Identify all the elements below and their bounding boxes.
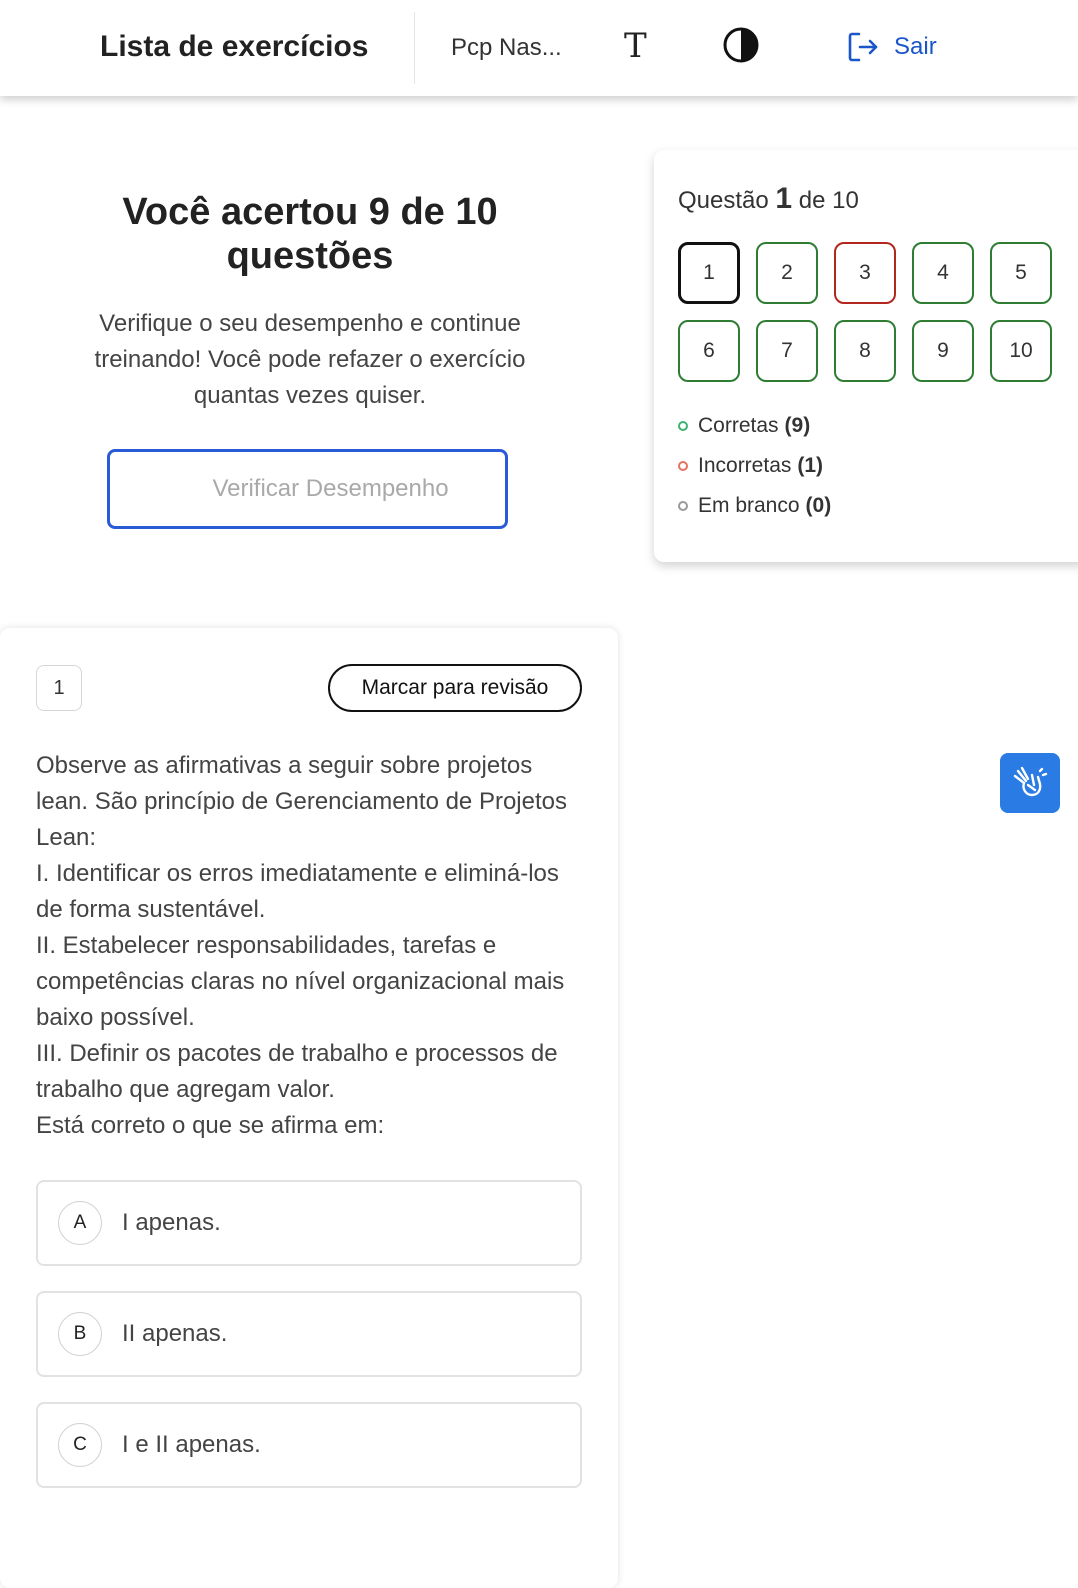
question-button-4[interactable]: 4 (912, 242, 974, 304)
course-name[interactable]: Pcp Nas... (451, 34, 562, 61)
option-text: II apenas. (122, 1320, 228, 1347)
question-text-line: Observe as afirmativas a seguir sobre projetos lean. São princípio de Gerenciamento de Projetos Lean: (36, 752, 567, 851)
question-button-10[interactable]: 10 (990, 320, 1052, 382)
question-button-1[interactable]: 1 (678, 242, 740, 304)
mark-for-review-button[interactable]: Marcar para revisão (328, 664, 582, 712)
verify-performance-button[interactable]: Verificar Desempenho (107, 449, 508, 529)
question-text (36, 748, 576, 1144)
legend-correct-count: (9) (784, 414, 811, 437)
exit-button[interactable] (846, 30, 937, 64)
legend-blank-label: Em branco (698, 494, 800, 517)
answer-option-a[interactable] (36, 1180, 582, 1266)
top-bar (0, 0, 1078, 96)
sign-language-button[interactable] (1000, 753, 1060, 813)
sign-language-hands-icon (1010, 763, 1050, 803)
answer-option-b[interactable] (36, 1291, 582, 1377)
question-button-2[interactable]: 2 (756, 242, 818, 304)
result-title: Você acertou 9 de 10 questões (122, 191, 498, 277)
question-navigator (654, 150, 1078, 562)
question-button-6[interactable]: 6 (678, 320, 740, 382)
question-text-line: Está correto o que se afirma em: (36, 1112, 385, 1139)
question-counter-suffix: de 10 (798, 187, 859, 214)
question-button-5[interactable]: 5 (990, 242, 1052, 304)
option-letter: B (58, 1312, 102, 1356)
question-counter-current: 1 (775, 182, 793, 215)
legend-correct-label: Corretas (698, 414, 779, 437)
font-size-icon[interactable]: T (624, 26, 647, 66)
legend-incorrect-count: (1) (797, 454, 824, 477)
question-counter-prefix: Questão (678, 187, 769, 214)
result-description: Verifique o seu desempenho e continue treinando! Você pode refazer o exercício quantas vezes quiser. (94, 310, 526, 409)
question-grid (678, 242, 1052, 382)
correct-dot-icon (678, 421, 688, 431)
question-card (0, 628, 618, 1588)
legend-correct (678, 406, 831, 446)
logout-icon (846, 30, 880, 64)
question-button-7[interactable]: 7 (756, 320, 818, 382)
option-letter: A (58, 1201, 102, 1245)
header-divider (414, 12, 415, 84)
legend-incorrect (678, 446, 831, 486)
option-text: I e II apenas. (122, 1431, 261, 1458)
question-button-9[interactable]: 9 (912, 320, 974, 382)
contrast-icon[interactable] (723, 27, 759, 63)
question-button-8[interactable]: 8 (834, 320, 896, 382)
question-text-line: III. Definir os pacotes de trabalho e processos de trabalho que agregam valor. (36, 1040, 558, 1103)
blank-dot-icon (678, 501, 688, 511)
incorrect-dot-icon (678, 461, 688, 471)
status-legend (678, 406, 831, 526)
answer-option-c[interactable] (36, 1402, 582, 1488)
question-text-line: II. Estabelecer responsabilidades, tarefas e competências claras no nível organizacional mais baixo possível. (36, 932, 565, 1031)
exit-label: Sair (894, 33, 937, 60)
question-button-3[interactable]: 3 (834, 242, 896, 304)
option-text: I apenas. (122, 1209, 221, 1236)
option-letter: C (58, 1423, 102, 1467)
legend-blank-count: (0) (805, 494, 832, 517)
question-counter (678, 182, 859, 216)
page-title: Lista de exercícios (100, 30, 369, 63)
legend-blank (678, 486, 831, 526)
legend-incorrect-label: Incorretas (698, 454, 792, 477)
question-text-line: I. Identificar os erros imediatamente e eliminá-los de forma sustentável. (36, 860, 559, 923)
question-number-badge: 1 (36, 665, 82, 711)
